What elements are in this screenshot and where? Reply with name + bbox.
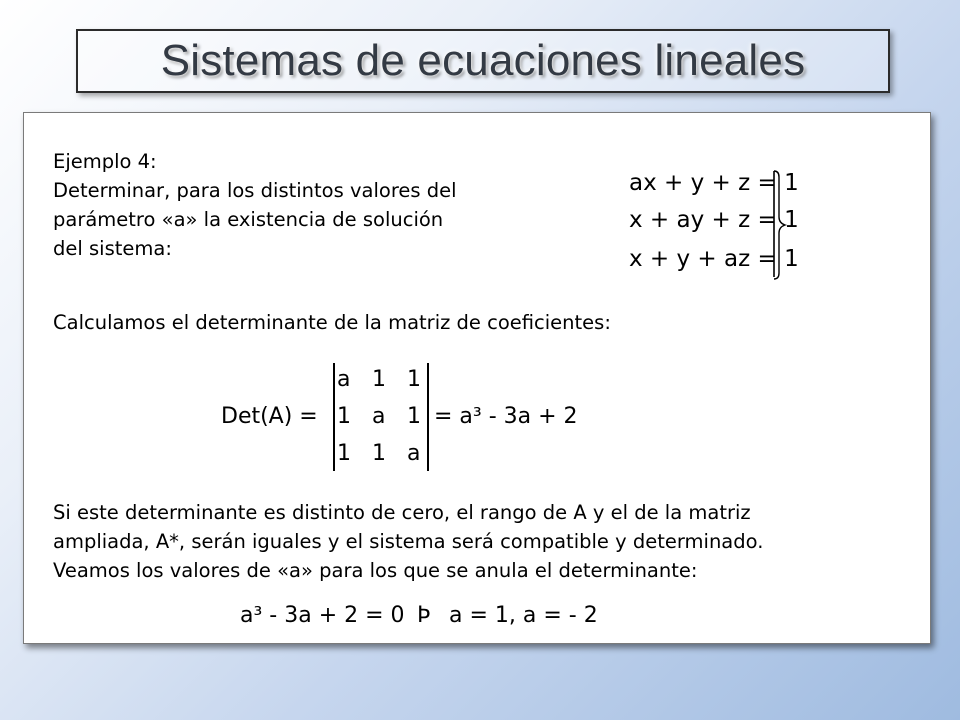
example-line-3: del sistema: <box>53 237 172 260</box>
title-box <box>76 29 890 93</box>
conclusion-line-1: Si este determinante es distinto de cero, el rango de A y el de la matriz <box>53 501 751 524</box>
det-cell: 1 <box>337 441 351 466</box>
det-cell: a <box>372 404 386 429</box>
implies-symbol: Þ <box>417 603 431 628</box>
slide-title: Sistemas de ecuaciones lineales <box>160 36 806 85</box>
det-label: Det(A) = <box>221 404 318 429</box>
det-result: = a³ - 3a + 2 <box>434 404 578 429</box>
det-cell: 1 <box>337 404 351 429</box>
example-line-2: parámetro «a» la existencia de solución <box>53 208 444 231</box>
conclusion-line-3: Veamos los valores de «a» para los que se anula el determinante: <box>53 559 698 582</box>
conclusion-line-2: ampliada, A*, serán iguales y el sistema será compatible y determinado. <box>53 530 764 553</box>
det-cell: 1 <box>372 367 386 392</box>
equation-3: x + y + az = 1 <box>629 246 799 272</box>
det-cell: a <box>337 367 351 392</box>
det-cell: 1 <box>407 367 421 392</box>
content-panel <box>23 112 931 644</box>
final-equation-right: a = 1, a = - 2 <box>449 603 598 628</box>
equation-2: x + ay + z = 1 <box>629 207 799 233</box>
final-equation-left: a³ - 3a + 2 = 0 <box>240 603 405 628</box>
det-cell: 1 <box>407 404 421 429</box>
equation-1: ax + y + z = 1 <box>629 170 799 196</box>
example-line-1: Determinar, para los distintos valores del <box>53 179 457 202</box>
system-brace <box>772 169 788 281</box>
det-right-bar <box>427 363 429 471</box>
det-cell: a <box>407 441 421 466</box>
calc-text: Calculamos el determinante de la matriz de coeficientes: <box>53 311 611 334</box>
example-heading: Ejemplo 4: <box>53 150 157 173</box>
det-left-bar <box>333 363 335 471</box>
det-cell: 1 <box>372 441 386 466</box>
